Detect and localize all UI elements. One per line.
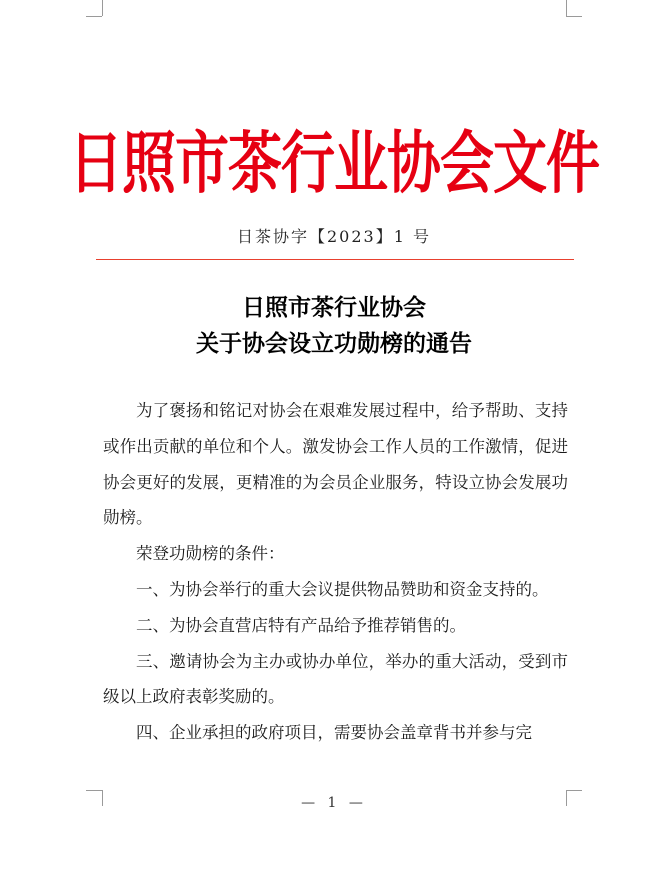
notice-title — [0, 290, 668, 362]
document-number: 日茶协字【2023】1 号 — [237, 227, 431, 246]
body-paragraph: 四、企业承担的政府项目，需要协会盖章背书并参与完 — [136, 723, 532, 743]
notice-title-line-2: 关于协会设立功勋榜的通告 — [196, 330, 472, 357]
page-number: — 1 — — [301, 795, 367, 811]
body-paragraph: 二、为协会直营店特有产品给予推荐销售的。 — [136, 615, 466, 635]
body-text — [103, 393, 568, 751]
body-paragraph: 三、邀请协会为主办或协办单位，举办的重大活动，受到市级以上政府表彰奖励的。 — [103, 651, 568, 707]
red-separator-line — [96, 259, 574, 260]
notice-title-line-1: 日照市茶行业协会 — [242, 294, 426, 321]
body-paragraph: 一、为协会举行的重大会议提供物品赞助和资金支持的。 — [136, 579, 549, 599]
body-paragraph: 荣登功勋榜的条件： — [136, 544, 285, 564]
body-paragraph: 为了褒扬和铭记对协会在艰难发展过程中，给予帮助、支持或作出贡献的单位和个人。激发协会工作人员的工作激情，促进协会更好的发展，更精准的为会员企业服务，特设立协会发展功勋榜。 — [103, 401, 568, 528]
red-header-title: 日照市茶行业协会文件 — [69, 123, 599, 203]
